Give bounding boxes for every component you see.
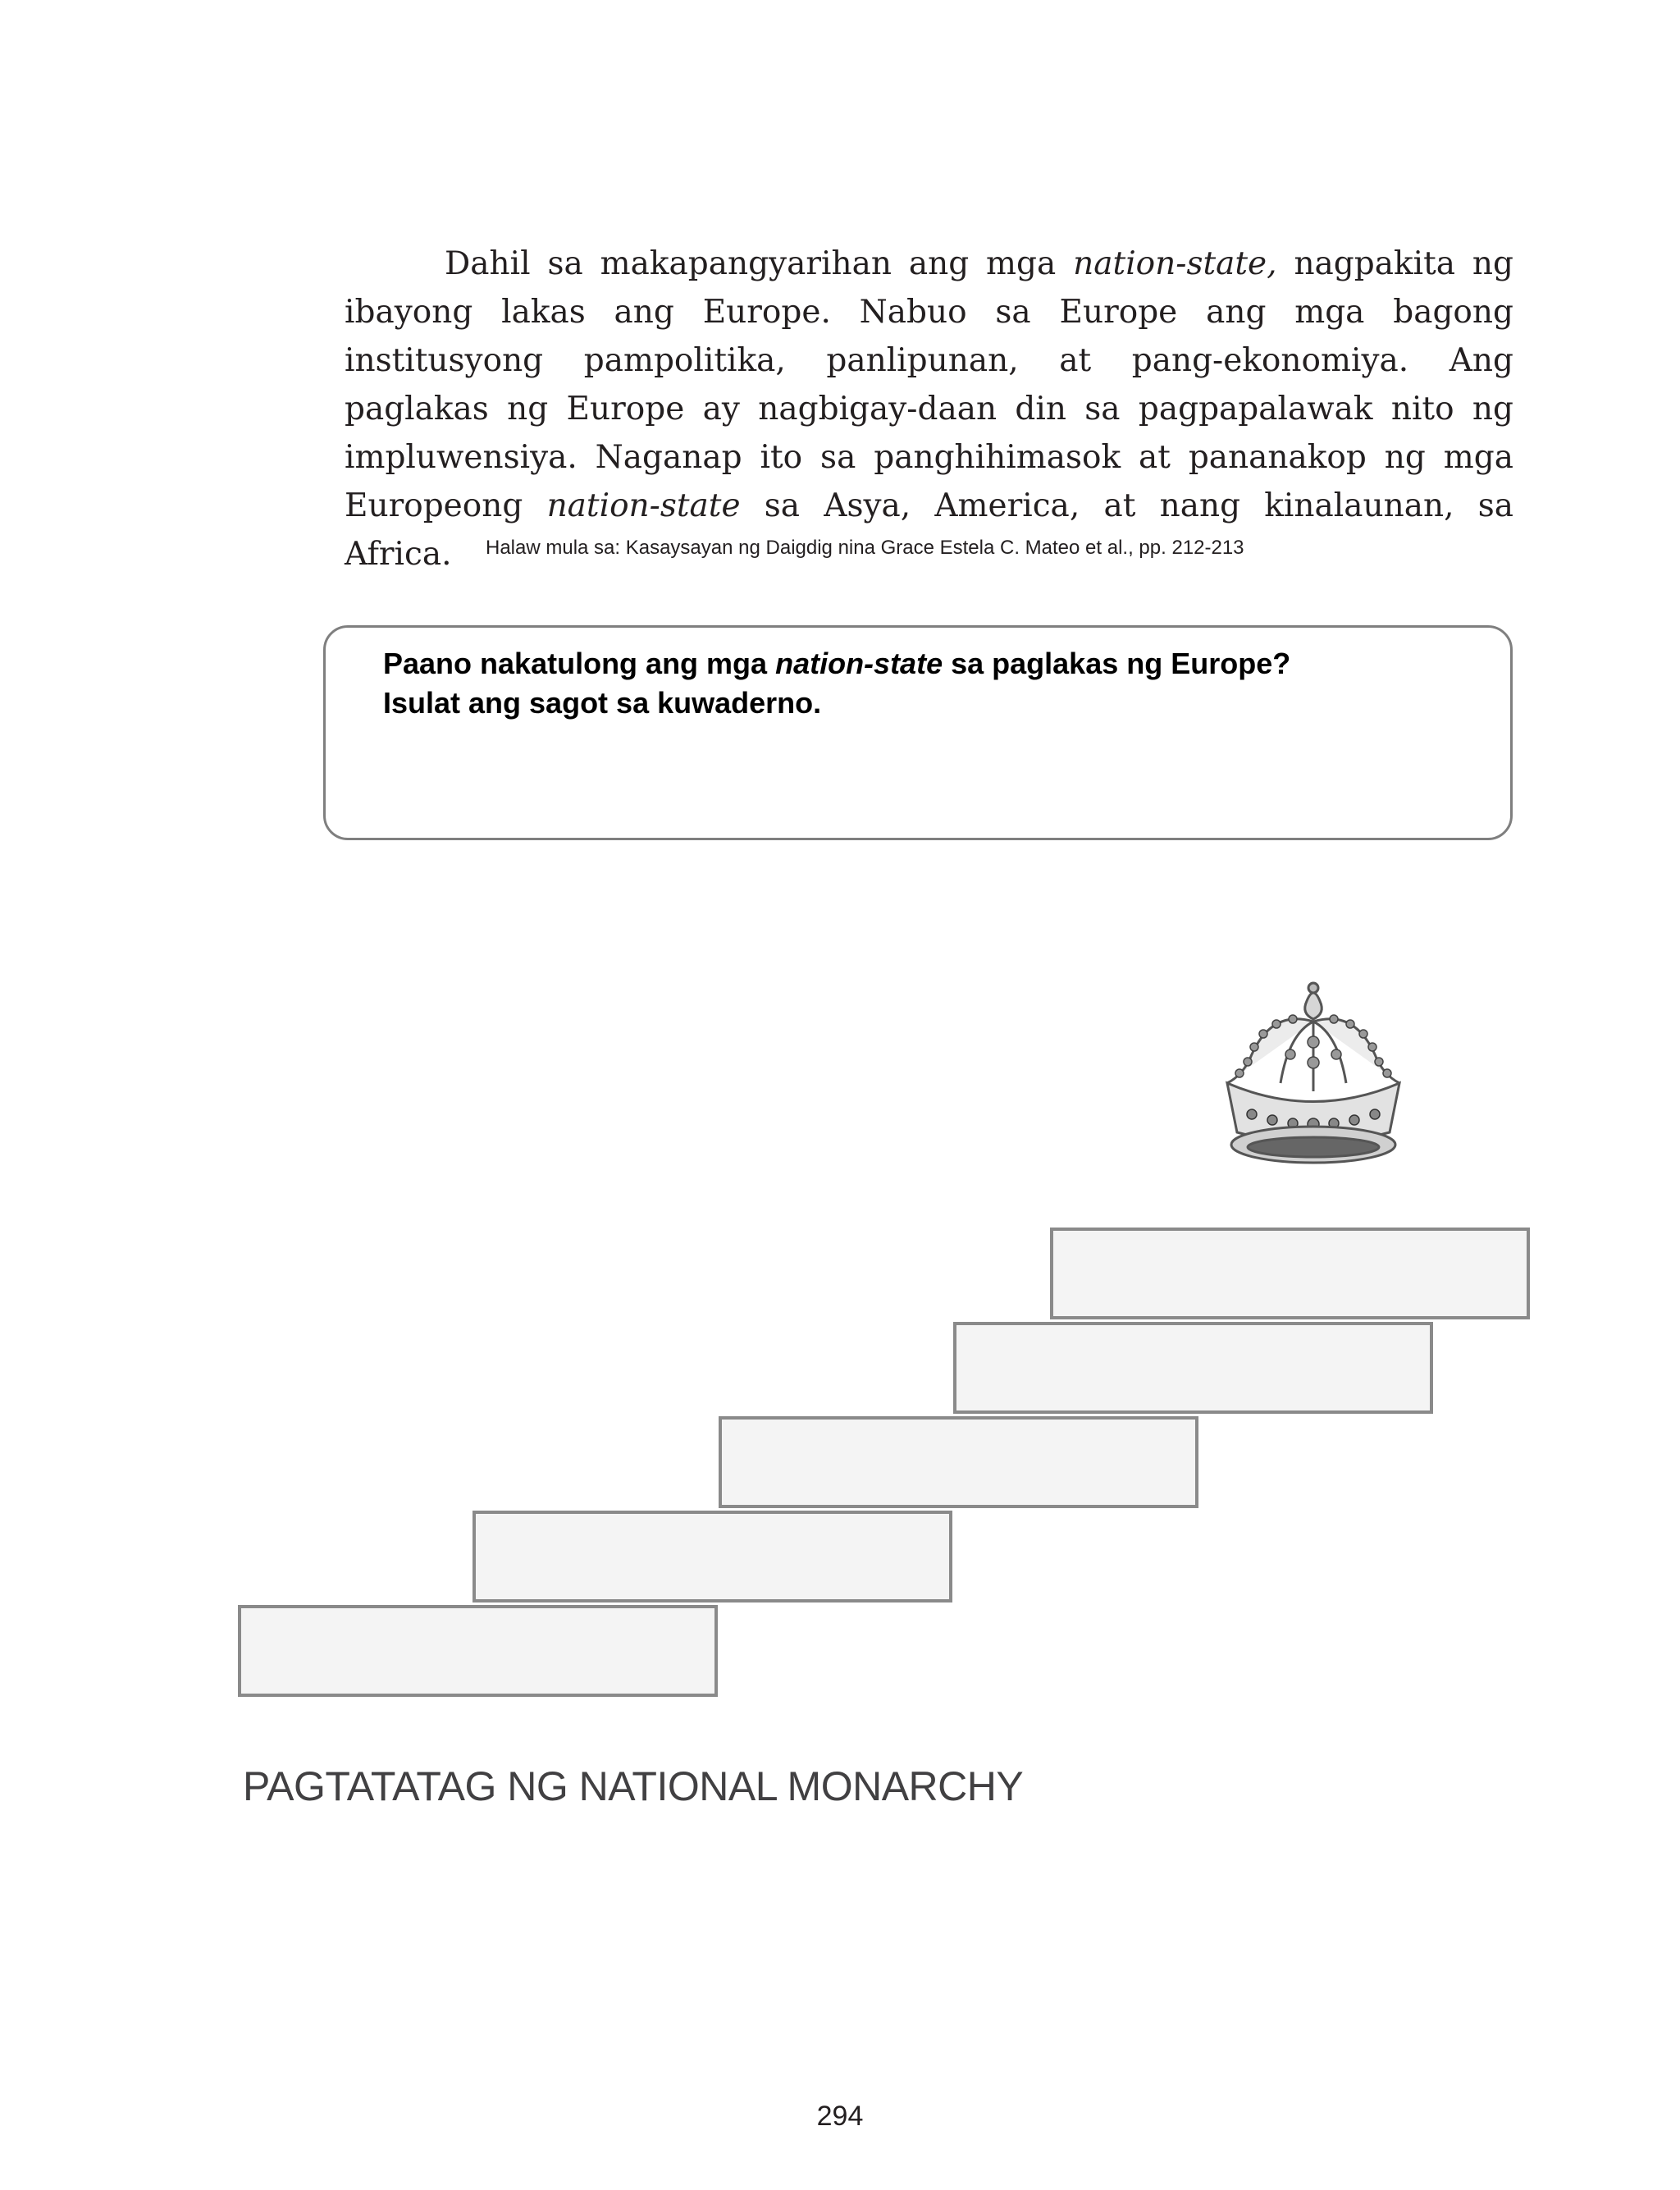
question-text (383, 644, 1290, 723)
staircase-step-4 (953, 1322, 1433, 1414)
body-paragraph (345, 240, 1513, 578)
question-line2: Isulat ang sagot sa kuwaderno. (383, 686, 822, 720)
paragraph-italic-2: nation-state (546, 487, 741, 524)
paragraph-text-2: nagpakita ng ibayong lakas ang Europe. Nabuo sa Europe ang mga bagong institusyong pampolitika, panlipunan, at pang-ekonomiya. Ang paglakas ng Europe ay nagbigay-daan din sa pagpapalawak nito ng impluwensiya. Naganap ito sa panghihimasok at pananakop ng mga Europeong (345, 245, 1513, 524)
section-heading: PAGTATATAG NG NATIONAL MONARCHY (243, 1763, 1024, 1809)
page-number: 294 (816, 2101, 864, 2132)
staircase-step-1 (238, 1605, 718, 1697)
paragraph-italic-1: nation-state, (1073, 245, 1277, 282)
staircase-step-2 (472, 1511, 952, 1602)
question-line1-italic: nation-state (775, 647, 943, 680)
paragraph-text-3: sa Asya, America, at nang kinalaunan, sa Africa. (345, 487, 1513, 573)
crown-icon (1194, 976, 1432, 1182)
question-line1-end: sa paglakas ng Europe? (943, 647, 1291, 680)
paragraph-text-1: Dahil sa makapangyarihan ang mga (445, 245, 1074, 282)
source-citation: Halaw mula sa: Kasaysayan ng Daigdig nina Grace Estela C. Mateo et al., pp. 212-213 (486, 537, 1244, 559)
staircase-step-3 (719, 1416, 1198, 1508)
staircase-step-5 (1050, 1228, 1530, 1319)
question-box (323, 625, 1513, 840)
question-line1-start: Paano nakatulong ang mga (383, 647, 776, 680)
